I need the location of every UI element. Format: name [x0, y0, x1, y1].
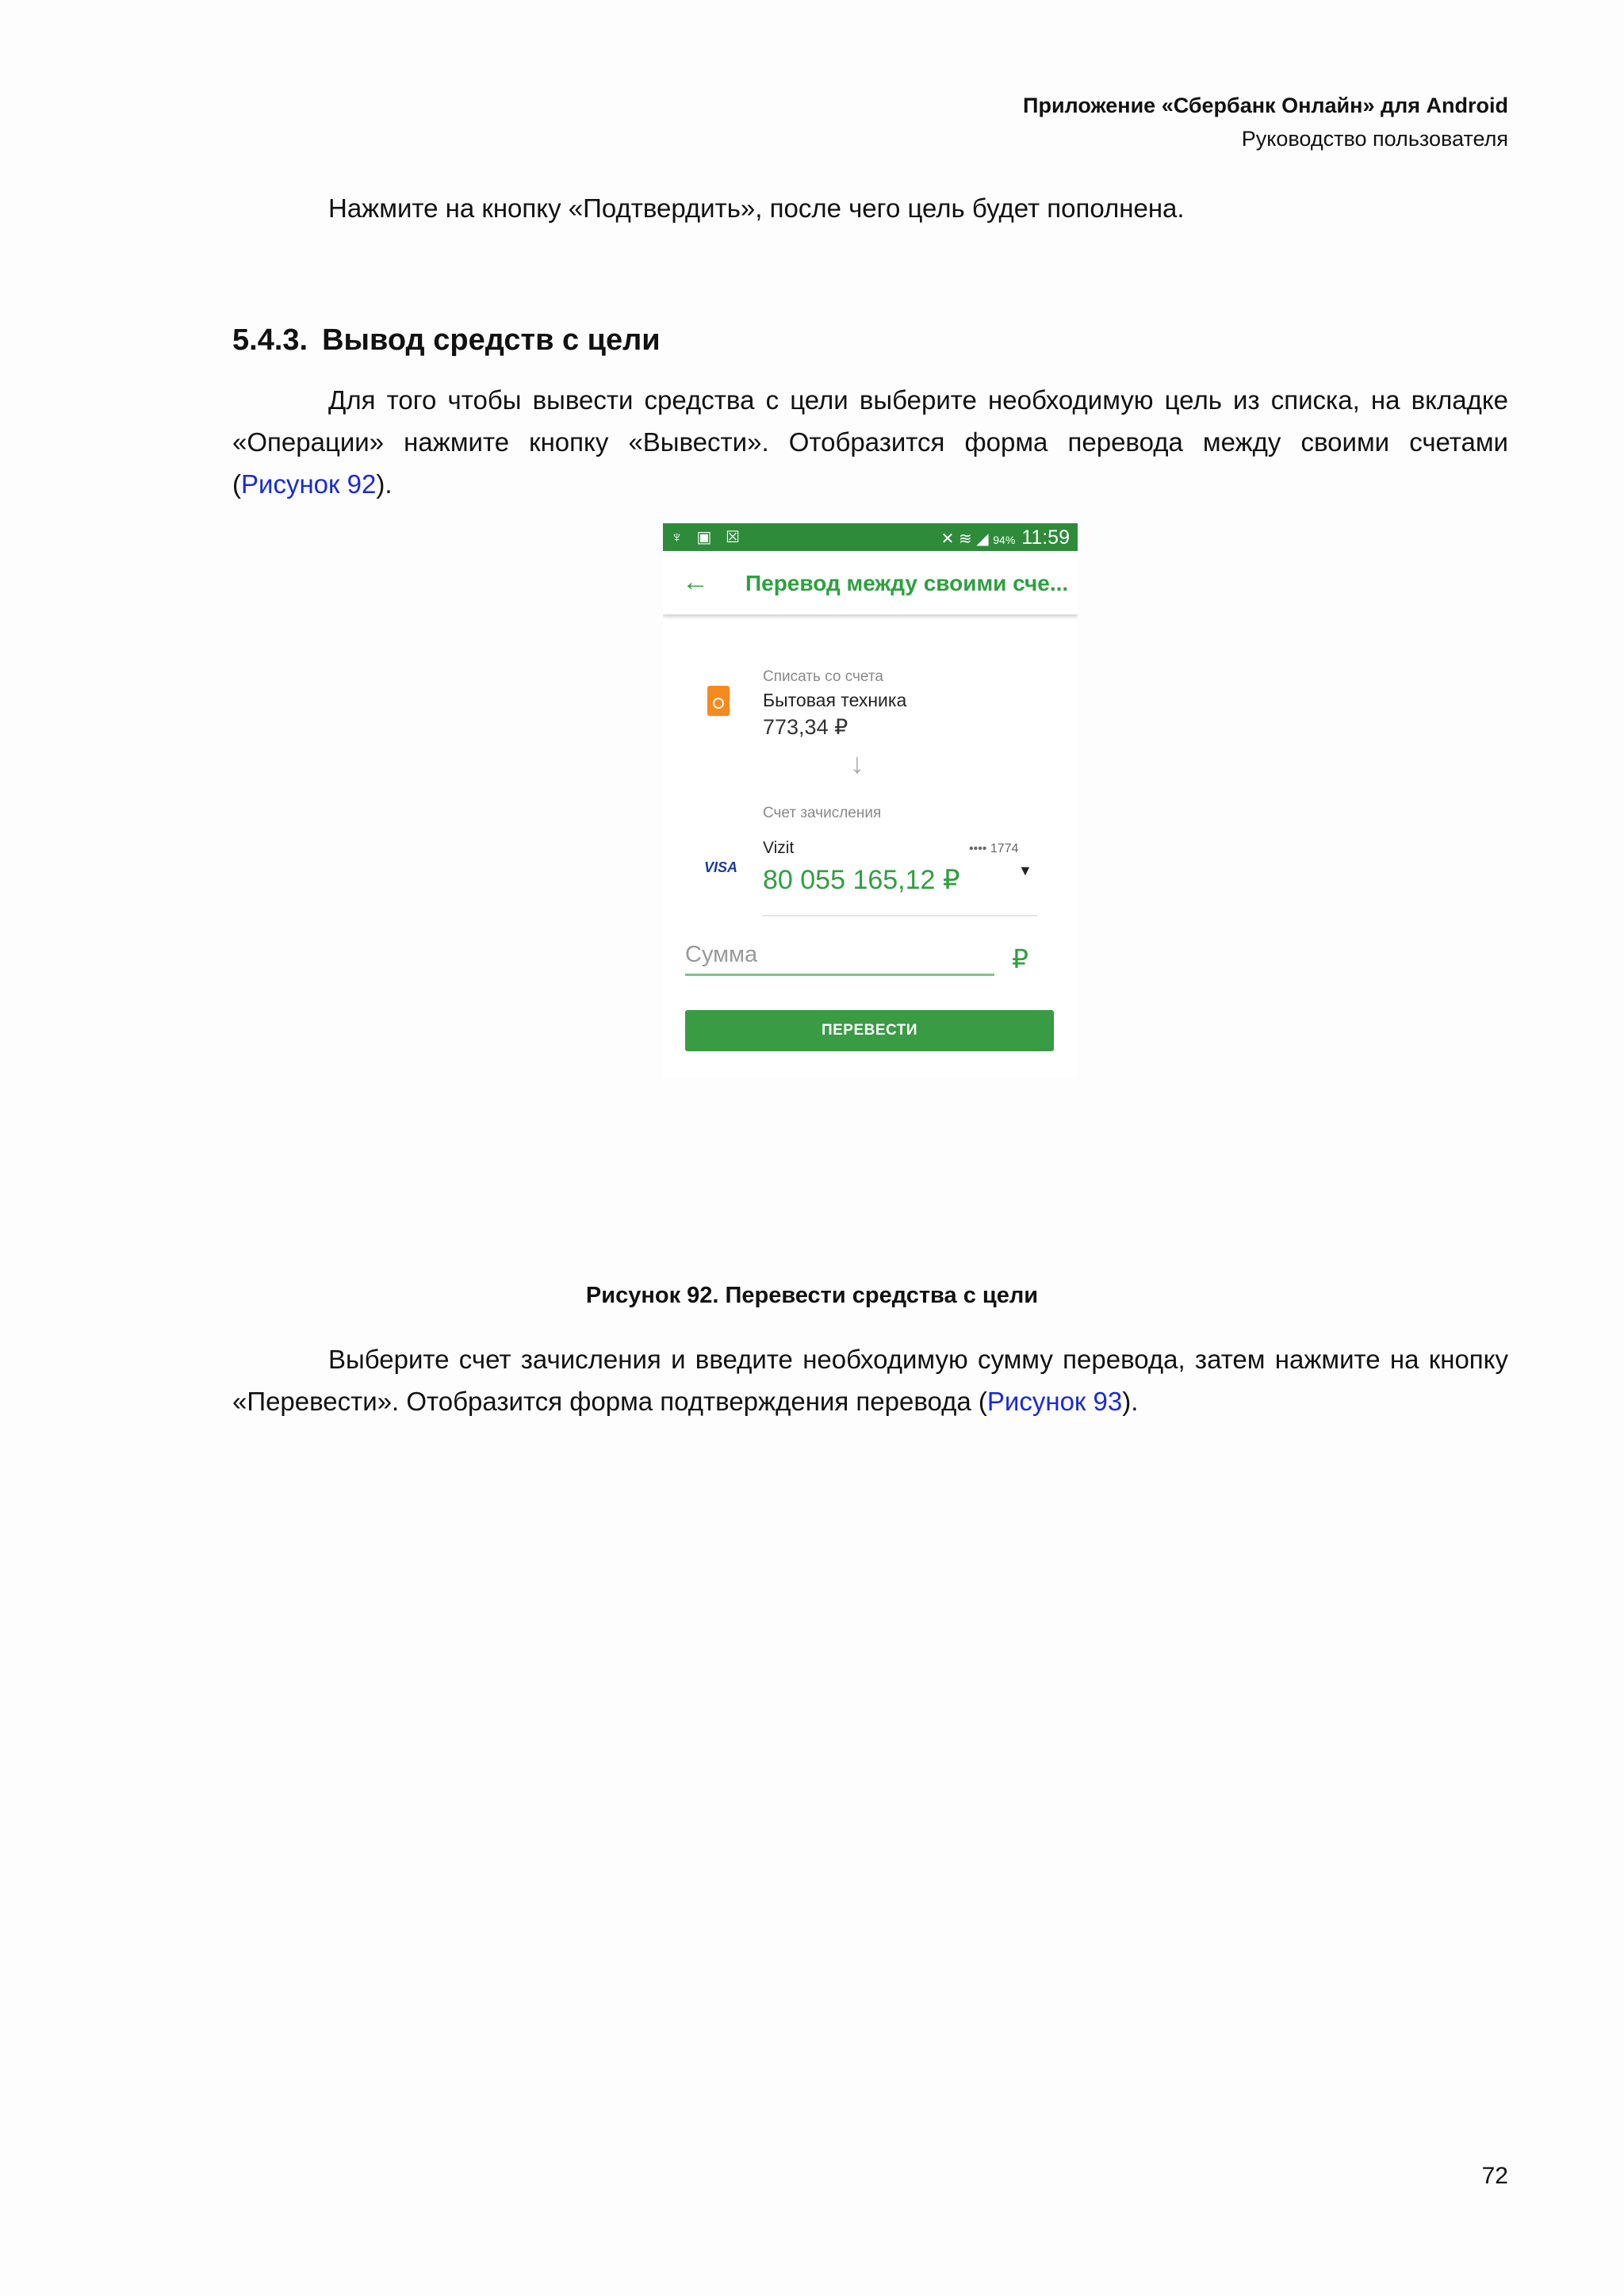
sum-input[interactable]: [685, 936, 994, 976]
battery-percent: 94%: [993, 534, 1016, 546]
status-time: 11:59: [1021, 526, 1070, 549]
to-account-label: Счет зачисления: [763, 805, 882, 821]
paragraph-text: Выберите счет зачисления и введите необходимую сумму перевода, затем нажмите на кнопку «Перевести». Отобразится форма подтверждения перевода (: [232, 1345, 1508, 1416]
status-bar: [663, 523, 1078, 551]
wallet-icon: [707, 686, 730, 716]
paragraph-tail: ).: [376, 469, 393, 499]
arrow-left-icon[interactable]: ←: [682, 567, 709, 597]
card-balance[interactable]: 80 055 165,12 ₽: [763, 865, 960, 895]
transfer-button[interactable]: ПЕРЕВЕСТИ: [685, 1010, 1054, 1051]
paragraph-withdraw: [232, 379, 1508, 505]
figure-caption: Рисунок 92. Перевести средства с цели: [585, 1283, 1039, 1308]
chevron-down-icon[interactable]: ▼: [1018, 863, 1032, 878]
status-system-icons: ✕ ≋ ◢: [940, 530, 989, 548]
from-account-label: Списать со счета: [763, 668, 883, 685]
figure-link-92[interactable]: Рисунок 92: [241, 469, 377, 499]
paragraph-select-account: [232, 1338, 1508, 1422]
section-title: Вывод средств с цели: [322, 323, 661, 357]
status-right-icons: [941, 526, 1070, 549]
page-number: 72: [1481, 2163, 1508, 2189]
card-name[interactable]: Vizit: [763, 839, 795, 857]
paragraph-tail: ).: [1122, 1387, 1139, 1416]
section-number: 5.4.3.: [232, 323, 308, 357]
screen-title: Перевод между своими сче...: [745, 571, 1069, 595]
arrow-down-icon: ↓: [850, 747, 864, 779]
figure-link-93[interactable]: Рисунок 93: [986, 1387, 1123, 1416]
card-divider: [763, 915, 1037, 916]
visa-logo-icon: VISA: [704, 859, 738, 875]
intro-paragraph: Нажмите на кнопку «Подтвердить», после чего цель будет пополнена.: [328, 193, 1185, 223]
section-heading: [232, 323, 661, 358]
from-account-amount: 773,34 ₽: [763, 715, 848, 739]
from-account-name[interactable]: Бытовая техника: [763, 690, 907, 710]
paragraph-text: Для того чтобы вывести средства с цели выберите необходимую цель из списка, на вкладке «Операции» нажмите кнопку «Вывести». Отобразится форма перевода между своими счетами (: [232, 385, 1508, 499]
card-number-mask: •••• 1774: [969, 842, 1019, 855]
ruble-icon: ₽: [1012, 944, 1028, 974]
document-header-title: Приложение «Сбербанк Онлайн» для Android: [1023, 94, 1508, 117]
status-left-icons: ♆ ▣ ☒: [671, 529, 745, 546]
app-bar: [663, 551, 1078, 614]
document-header-subtitle: Руководство пользователя: [1241, 127, 1508, 151]
phone-screenshot: [663, 523, 1078, 1078]
